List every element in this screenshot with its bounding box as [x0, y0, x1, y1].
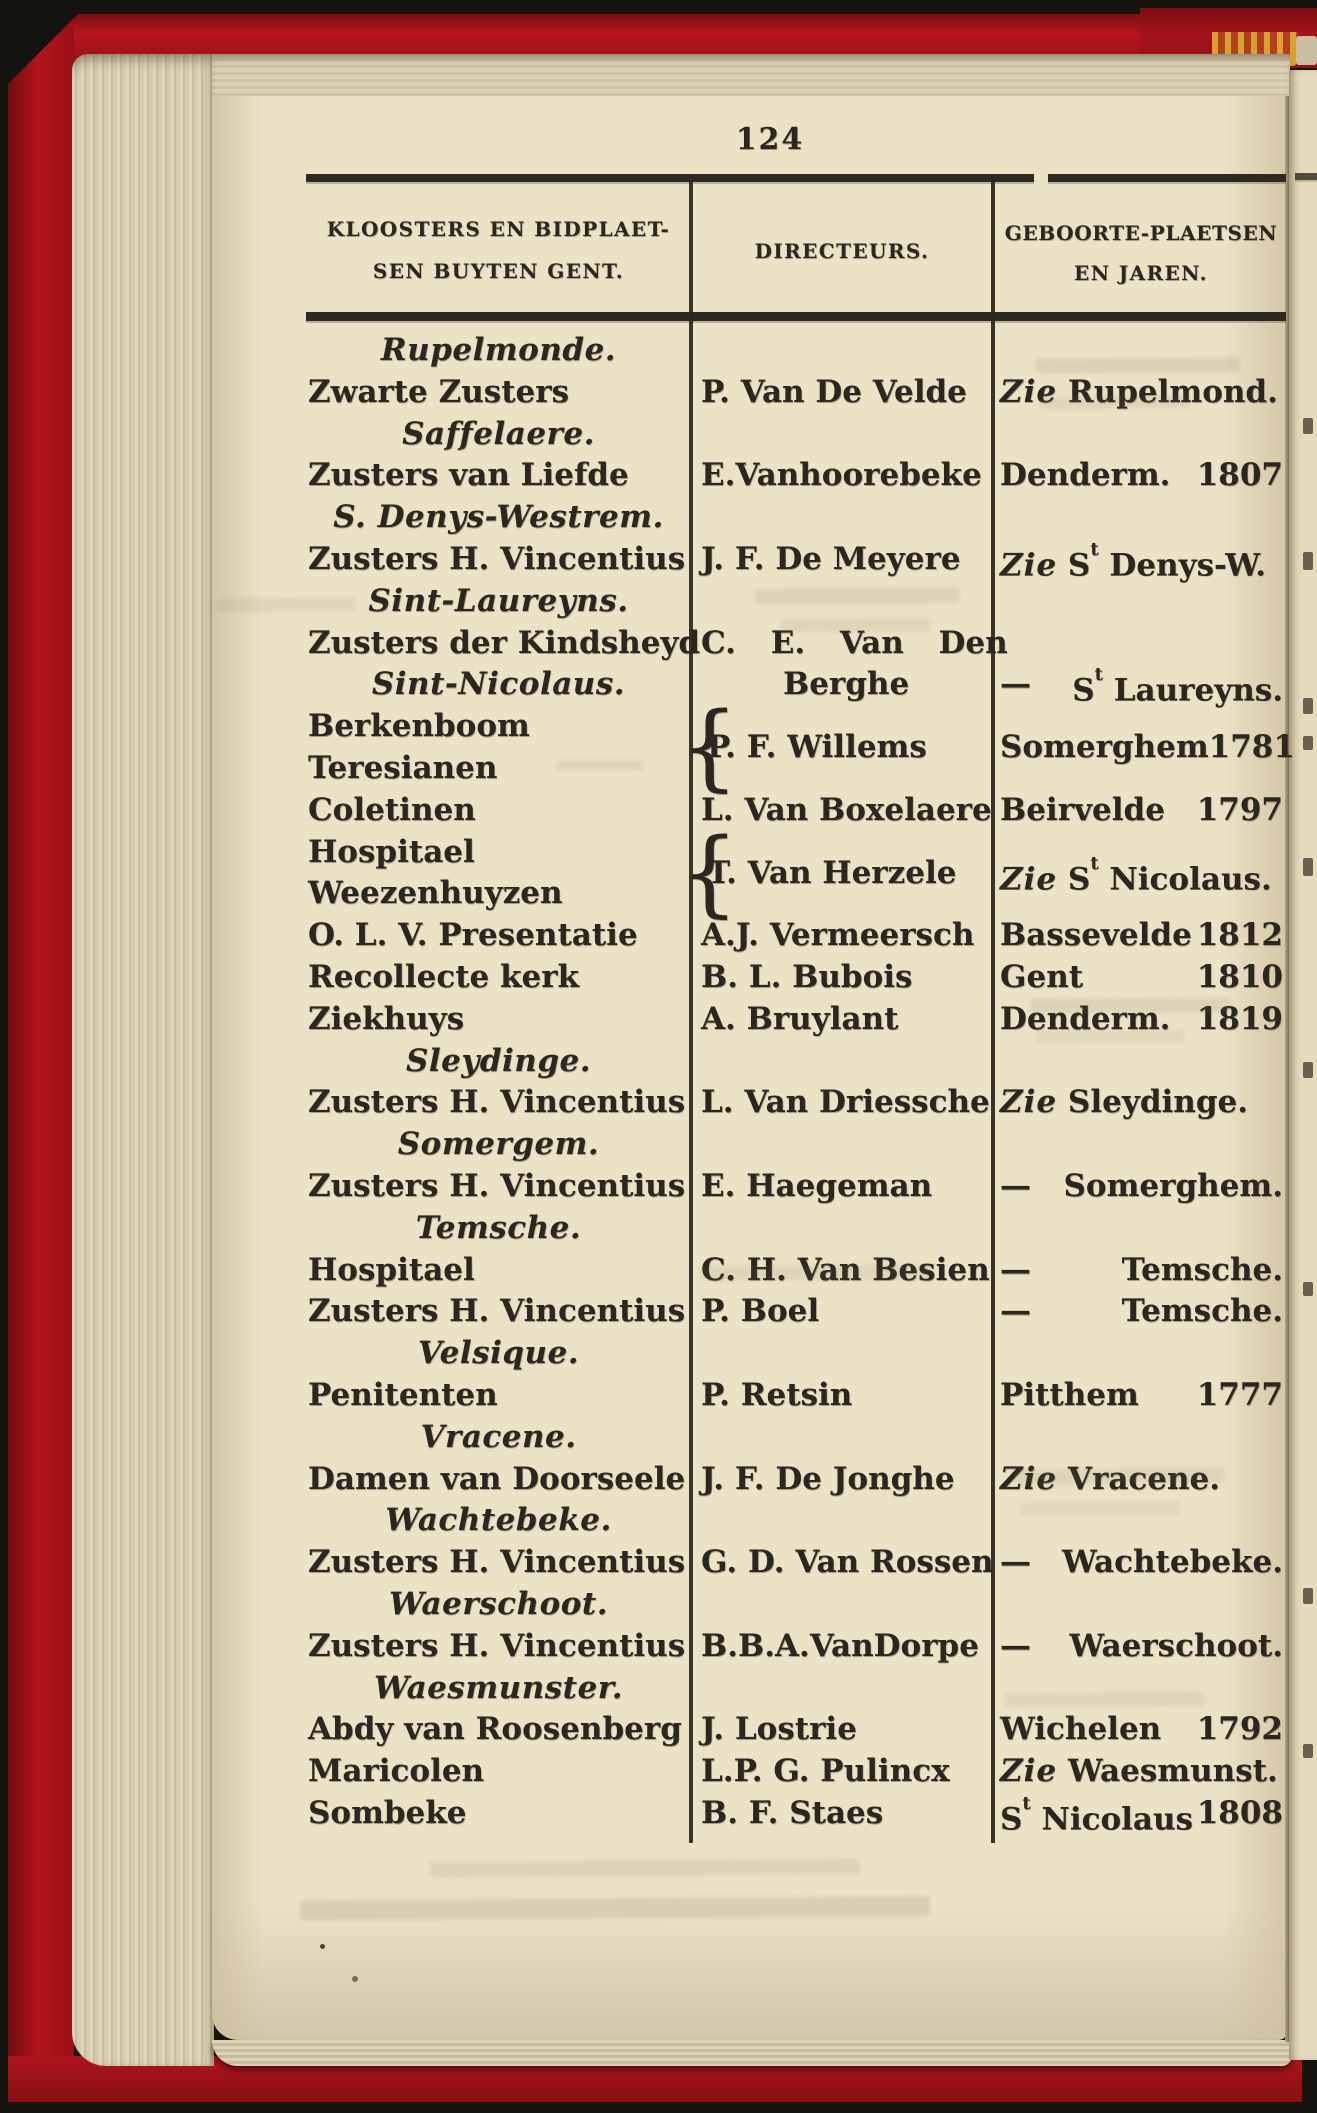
birthplace-year: — Somerghem. — [1000, 1168, 1283, 1204]
birthplace-year: Gent 1810 — [1000, 959, 1283, 995]
place-heading: Sint-Nicolaus. — [371, 666, 626, 703]
director-name: L. Van Driessche — [701, 1084, 990, 1121]
place-heading: Saffelaere. — [402, 415, 595, 452]
convent-name: Penitenten — [308, 1377, 498, 1413]
convent-name: Berkenboom — [308, 708, 530, 745]
birthplace-year: — Temsche. — [1000, 1293, 1283, 1330]
show-through-ghost — [216, 598, 356, 613]
birthplace-year: Zie Vracene. — [1000, 1460, 1221, 1497]
director-name: A. Bruylant — [701, 1000, 899, 1037]
convent-name: Zusters H. Vincentius — [308, 1084, 686, 1121]
header-col1-line2: SEN BUYTEN GENT. — [372, 259, 625, 283]
director-name: B. L. Bubois — [701, 959, 913, 995]
convent-name: Ziekhuys — [308, 1000, 465, 1037]
header-col2: DIRECTEURS. — [754, 239, 930, 263]
convent-name: Zusters H. Vincentius — [308, 1544, 686, 1581]
letter-fragment — [1303, 1282, 1313, 1296]
show-through-ghost — [1020, 1501, 1180, 1516]
director-name: P. Van De Velde — [701, 373, 967, 410]
director-name: G. D. Van Rossen — [701, 1544, 994, 1581]
convent-name: Maricolen — [308, 1753, 485, 1790]
show-through-ghost — [755, 587, 960, 604]
place-heading: Rupelmonde. — [380, 332, 617, 368]
director-name: J. F. De Meyere — [701, 541, 961, 577]
convent-name: Zusters van Liefde — [308, 457, 629, 494]
convent-name: Recollecte kerk — [308, 959, 580, 995]
show-through-ghost — [1035, 1029, 1185, 1043]
group-brace: { — [680, 817, 739, 927]
convent-name: Hospitael — [308, 833, 475, 870]
convent-name: Zusters H. Vincentius — [308, 1627, 686, 1664]
birthplace-year: Zie Sleydinge. — [1000, 1084, 1249, 1121]
birthplace-year: Zie $S^t$ Nicolaus. — [1000, 852, 1272, 897]
show-through-ghost — [1035, 357, 1240, 373]
birthplace-year: Wichelen 1792 — [1000, 1711, 1283, 1748]
place-heading: Wachtebeke. — [385, 1502, 612, 1539]
director-name: P. F. Willems — [707, 729, 927, 766]
convent-name: Coletinen — [308, 791, 476, 828]
show-through-ghost — [1015, 1467, 1225, 1484]
convent-name: Zusters der Kindsheyd — [308, 624, 701, 661]
letter-fragment — [1303, 858, 1313, 876]
director-name: Berghe — [783, 666, 910, 703]
convent-name: Sombeke — [308, 1795, 467, 1831]
show-through-ghost — [556, 760, 644, 771]
director-name: P. Boel — [701, 1293, 820, 1330]
letter-fragment — [1303, 1744, 1313, 1758]
letter-fragment — [1303, 552, 1313, 570]
convent-name: Weezenhuyzen — [308, 875, 563, 912]
show-through-ghost — [700, 1264, 930, 1281]
director-name: J. F. De Jonghe — [701, 1460, 955, 1497]
birthplace-year: Bassevelde 1812 — [1000, 917, 1283, 954]
header-col3-line1: GEBOORTE-PLAETSEN — [1004, 221, 1278, 245]
director-name: C. E. Van Den — [701, 624, 1008, 661]
page-number: 124 — [735, 122, 805, 157]
show-through-ghost — [430, 1858, 860, 1877]
birthplace-year: Pitthem 1777 — [1000, 1377, 1283, 1413]
birthplace-year: — Waerschoot. — [1000, 1627, 1283, 1664]
letter-fragment — [1303, 1062, 1313, 1078]
place-heading: Temsche. — [415, 1209, 582, 1246]
place-heading: Sleydinge. — [405, 1042, 592, 1079]
birthplace-year: Zie $S^t$ Denys-W. — [1000, 539, 1266, 584]
birthplace-year: Zie Waesmunst. — [1000, 1753, 1278, 1790]
place-heading: S. Denys-Westrem. — [333, 499, 664, 536]
show-through-ghost — [1040, 395, 1190, 409]
convent-name: Abdy van Roosenberg — [308, 1711, 682, 1748]
convent-name: O. L. V. Presentatie — [308, 917, 638, 954]
letter-fragment — [1303, 1588, 1313, 1604]
birthplace-year: Somerghem 1781 — [1000, 729, 1295, 766]
ink-speck — [320, 1944, 325, 1949]
convent-name: Damen van Doorseele — [308, 1460, 686, 1497]
header-col1-line1: KLOOSTERS EN BIDPLAET- — [326, 217, 671, 241]
birthplace-year: — Temsche. — [1000, 1251, 1283, 1288]
birthplace-year: Denderm. 1807 — [1000, 457, 1283, 494]
place-heading: Waerschoot. — [388, 1586, 609, 1622]
ink-speck — [352, 1976, 358, 1982]
convent-name: Zusters H. Vincentius — [308, 1293, 686, 1330]
director-name: B. F. Staes — [701, 1795, 884, 1831]
convent-name: Zwarte Zusters — [308, 373, 570, 410]
convent-name: Teresianen — [308, 750, 498, 786]
place-heading: Sint-Laureyns. — [368, 582, 629, 619]
director-name: A.J. Vermeersch — [701, 917, 975, 954]
convent-name: Zusters H. Vincentius — [308, 1168, 686, 1204]
director-name: L.P. G. Pulincx — [701, 1753, 950, 1790]
letter-fragment — [1303, 418, 1313, 434]
place-heading: Somergem. — [397, 1126, 600, 1163]
director-name: B.B.A.VanDorpe — [701, 1627, 979, 1664]
header-col3-line2: EN JAREN. — [1074, 261, 1208, 285]
birthplace-year: — Wachtebeke. — [1000, 1544, 1283, 1581]
director-name: C. H. Van Besien — [701, 1251, 990, 1288]
birthplace-year: $S^t$ Nicolaus 1808 — [1000, 1793, 1283, 1838]
place-heading: Velsique. — [417, 1335, 580, 1372]
convent-name: Zusters H. Vincentius — [308, 541, 686, 577]
director-name: P. Retsin — [701, 1377, 853, 1413]
birthplace-year: Zie Rupelmond. — [1000, 373, 1278, 410]
birthplace-year: — $S^t$ Laureyns. — [1000, 664, 1283, 709]
place-heading: Waesmunster. — [373, 1669, 624, 1706]
letter-fragment — [1303, 736, 1313, 750]
show-through-ghost — [780, 617, 930, 632]
director-name: T. Van Herzele — [707, 854, 957, 891]
birthplace-year: Beirvelde 1797 — [1000, 791, 1283, 828]
director-name: L. Van Boxelaere — [701, 791, 992, 828]
birthplace-year: Denderm. 1819 — [1000, 1000, 1283, 1037]
director-name: E. Haegeman — [701, 1168, 933, 1204]
group-brace: { — [680, 692, 739, 802]
director-name: J. Lostrie — [701, 1711, 857, 1748]
letter-fragment — [1303, 698, 1313, 714]
director-name: E.Vanhoorebeke — [701, 457, 982, 494]
convent-name: Hospitael — [308, 1251, 475, 1288]
show-through-ghost — [1005, 1691, 1205, 1707]
show-through-ghost — [1030, 997, 1230, 1013]
place-heading: Vracene. — [420, 1418, 577, 1455]
